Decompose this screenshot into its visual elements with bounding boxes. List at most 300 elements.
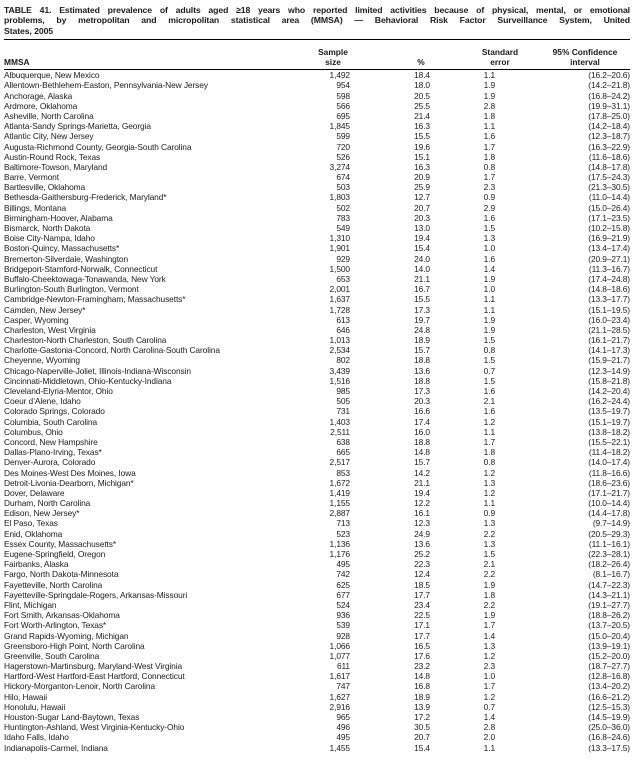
mmsa-cell: Colorado Springs, Colorado <box>4 406 105 417</box>
standard-error-cell: 2.3 <box>483 182 495 193</box>
standard-error-cell: 1.1 <box>483 742 495 753</box>
confidence-interval-cell: (14.8–18.6) <box>588 284 630 295</box>
mmsa-cell: Allentown-Bethlehem-Easton, Pennsylvania-New Jersey <box>4 80 208 91</box>
confidence-interval-cell: (20.5–29.3) <box>588 528 630 539</box>
mmsa-cell: Asheville, North Carolina <box>4 110 94 121</box>
confidence-interval-cell: (15.0–20.4) <box>588 630 630 641</box>
table-row <box>4 478 630 488</box>
sample-size-cell: 524 <box>336 599 350 610</box>
mmsa-cell: Bethesda-Gaithersburg-Frederick, Maryland* <box>4 192 167 203</box>
table-row <box>4 559 630 569</box>
percent-cell: 16.5 <box>414 640 430 651</box>
sample-size-cell: 539 <box>336 620 350 631</box>
mmsa-cell: Casper, Wyoming <box>4 314 69 325</box>
confidence-interval-cell: (11.1–16.1) <box>588 538 630 549</box>
mmsa-cell: Fargo, North Dakota-Minnesota <box>4 569 119 580</box>
confidence-interval-cell: (14.4–17.8) <box>588 508 630 519</box>
mmsa-cell: Edison, New Jersey* <box>4 508 80 519</box>
sample-size-cell: 613 <box>336 314 350 325</box>
percent-cell: 18.9 <box>414 691 430 702</box>
percent-cell: 12.4 <box>414 569 430 580</box>
table-row <box>4 508 630 518</box>
mmsa-cell: Anchorage, Alaska <box>4 90 73 101</box>
table-row <box>4 254 630 264</box>
confidence-interval-cell: (12.8–16.8) <box>588 671 630 682</box>
table-row <box>4 549 630 559</box>
mmsa-cell: Charleston, West Virginia <box>4 324 96 335</box>
standard-error-cell: 1.0 <box>483 243 495 254</box>
table-title-line-2: problems, by metropolitan and micropolitan statistical area (MMSA) — Behavioral Risk Factor Surveillance System, United <box>4 15 630 26</box>
percent-cell: 21.1 <box>414 477 430 488</box>
mmsa-cell: Detroit-Livonia-Dearborn, Michigan* <box>4 477 134 488</box>
confidence-interval-cell: (14.5–19.9) <box>588 712 630 723</box>
confidence-interval-cell: (14.0–17.4) <box>588 457 630 468</box>
standard-error-cell: 0.8 <box>483 457 495 468</box>
column-header-standard-error: Standard error <box>481 47 519 67</box>
confidence-interval-cell: (16.6–21.2) <box>588 691 630 702</box>
percent-cell: 17.7 <box>414 589 430 600</box>
mmsa-cell: Austin-Round Rock, Texas <box>4 151 101 162</box>
confidence-interval-cell: (13.4–17.4) <box>588 243 630 254</box>
mmsa-cell: Eugene-Springfield, Oregon <box>4 549 106 560</box>
confidence-interval-cell: (12.3–18.7) <box>588 131 630 142</box>
confidence-interval-cell: (21.1–28.5) <box>588 324 630 335</box>
percent-cell: 21.4 <box>414 110 430 121</box>
sample-size-cell: 523 <box>336 528 350 539</box>
sample-size-cell: 802 <box>336 355 350 366</box>
mmsa-cell: Fort Worth-Arlington, Texas* <box>4 620 107 631</box>
mmsa-cell: Albuquerque, New Mexico <box>4 70 100 81</box>
sample-size-cell: 2,511 <box>330 426 350 437</box>
standard-error-cell: 1.5 <box>483 223 495 234</box>
standard-error-cell: 1.7 <box>483 681 495 692</box>
sample-size-cell: 526 <box>336 151 350 162</box>
percent-cell: 22.3 <box>414 559 430 570</box>
standard-error-cell: 1.9 <box>483 273 495 284</box>
standard-error-cell: 2.8 <box>483 100 495 111</box>
table-row <box>4 681 630 691</box>
confidence-interval-cell: (22.3–28.1) <box>588 549 630 560</box>
confidence-interval-cell: (14.2–18.4) <box>588 121 630 132</box>
confidence-interval-cell: (9.7–14.9) <box>592 518 630 529</box>
sample-size-cell: 928 <box>336 630 350 641</box>
confidence-interval-cell: (14.8–17.8) <box>588 161 630 172</box>
standard-error-cell: 1.6 <box>483 406 495 417</box>
confidence-interval-cell: (16.9–21.9) <box>588 233 630 244</box>
mmsa-cell: Dover, Delaware <box>4 487 65 498</box>
percent-cell: 15.1 <box>414 151 430 162</box>
table-title-line-3: States, 2005 <box>4 25 54 36</box>
mmsa-cell: Columbia, South Carolina <box>4 416 98 427</box>
percent-cell: 16.7 <box>414 284 430 295</box>
sample-size-cell: 505 <box>336 396 350 407</box>
table-row <box>4 457 630 467</box>
mmsa-cell: Charlotte-Gastonia-Concord, North Carolina-South Carolina <box>4 345 220 356</box>
mmsa-cell: Greensboro-High Point, North Carolina <box>4 640 145 651</box>
sample-size-cell: 1,077 <box>329 650 350 661</box>
standard-error-cell: 1.2 <box>483 416 495 427</box>
standard-error-cell: 1.8 <box>483 447 495 458</box>
sample-size-cell: 677 <box>336 589 350 600</box>
mmsa-cell: Des Moines-West Des Moines, Iowa <box>4 467 136 478</box>
percent-cell: 16.3 <box>414 161 430 172</box>
sample-size-cell: 1,492 <box>329 70 350 81</box>
column-header-sample-size: Sample size <box>318 47 348 67</box>
table-row <box>4 498 630 508</box>
table-row <box>4 580 630 590</box>
sample-size-cell: 665 <box>336 447 350 458</box>
standard-error-cell: 2.2 <box>483 569 495 580</box>
standard-error-cell: 2.0 <box>483 732 495 743</box>
mmsa-cell: Fayetteville-Springdale-Rogers, Arkansas-Missouri <box>4 589 188 600</box>
percent-cell: 20.9 <box>414 172 430 183</box>
percent-cell: 20.7 <box>414 732 430 743</box>
sample-size-cell: 1,803 <box>329 192 350 203</box>
standard-error-cell: 1.3 <box>483 538 495 549</box>
table-row <box>4 305 630 315</box>
sample-size-cell: 566 <box>336 100 350 111</box>
sample-size-cell: 496 <box>336 722 350 733</box>
confidence-interval-cell: (10.0–14.4) <box>588 498 630 509</box>
standard-error-cell: 1.9 <box>483 610 495 621</box>
table-row <box>4 620 630 630</box>
confidence-interval-cell: (14.2–20.4) <box>588 386 630 397</box>
table-row <box>4 325 630 335</box>
standard-error-cell: 1.9 <box>483 80 495 91</box>
table-row <box>4 702 630 712</box>
sample-size-cell: 2,916 <box>329 701 350 712</box>
percent-cell: 24.9 <box>414 528 430 539</box>
confidence-interval-cell: (10.2–15.8) <box>588 223 630 234</box>
mmsa-cell: Cincinnati-Middletown, Ohio-Kentucky-Indiana <box>4 375 172 386</box>
confidence-interval-cell: (13.5–19.7) <box>588 406 630 417</box>
confidence-interval-cell: (12.5–15.3) <box>588 701 630 712</box>
percent-cell: 25.2 <box>414 549 430 560</box>
sample-size-cell: 713 <box>336 518 350 529</box>
standard-error-cell: 1.5 <box>483 549 495 560</box>
confidence-interval-cell: (16.8–24.6) <box>588 732 630 743</box>
mmsa-cell: Fayetteville, North Carolina <box>4 579 103 590</box>
standard-error-cell: 1.5 <box>483 355 495 366</box>
percent-cell: 16.0 <box>414 426 430 437</box>
table-row <box>4 600 630 610</box>
table-row <box>4 172 630 182</box>
standard-error-cell: 2.2 <box>483 599 495 610</box>
table-row <box>4 468 630 478</box>
table-row <box>4 101 630 111</box>
table-row <box>4 264 630 274</box>
confidence-interval-cell: (11.0–14.4) <box>588 192 630 203</box>
mmsa-cell: Boise City-Nampa, Idaho <box>4 233 95 244</box>
confidence-interval-cell: (16.2–20.6) <box>588 70 630 81</box>
mmsa-cell: Hagerstown-Martinsburg, Maryland-West Virginia <box>4 661 183 672</box>
confidence-interval-cell: (16.0–23.4) <box>588 314 630 325</box>
prevalence-data-table <box>4 70 630 753</box>
sample-size-cell: 695 <box>336 110 350 121</box>
table-row <box>4 80 630 90</box>
table-row <box>4 641 630 651</box>
standard-error-cell: 1.3 <box>483 640 495 651</box>
standard-error-cell: 1.6 <box>483 253 495 264</box>
sample-size-cell: 2,001 <box>329 284 350 295</box>
mmsa-cell: Buffalo-Cheektowaga-Tonawanda, New York <box>4 273 166 284</box>
table-row <box>4 243 630 253</box>
confidence-interval-cell: (16.8–24.2) <box>588 90 630 101</box>
sample-size-cell: 625 <box>336 579 350 590</box>
standard-error-cell: 1.2 <box>483 650 495 661</box>
table-row <box>4 213 630 223</box>
standard-error-cell: 1.6 <box>483 386 495 397</box>
mmsa-cell: Baltimore-Towson, Maryland <box>4 161 108 172</box>
confidence-interval-cell: (14.7–22.3) <box>588 579 630 590</box>
table-row <box>4 70 630 80</box>
confidence-interval-cell: (18.6–23.6) <box>588 477 630 488</box>
mmsa-cell: Ardmore, Oklahoma <box>4 100 78 111</box>
sample-size-cell: 495 <box>336 732 350 743</box>
table-row <box>4 203 630 213</box>
percent-cell: 17.7 <box>414 630 430 641</box>
sample-size-cell: 2,534 <box>329 345 350 356</box>
confidence-interval-cell: (15.0–26.4) <box>588 202 630 213</box>
mmsa-cell: Billings, Montana <box>4 202 67 213</box>
standard-error-cell: 1.6 <box>483 131 495 142</box>
table-row <box>4 274 630 284</box>
standard-error-cell: 0.9 <box>483 508 495 519</box>
table-row <box>4 610 630 620</box>
sample-size-cell: 503 <box>336 182 350 193</box>
confidence-interval-cell: (8.1–16.7) <box>592 569 630 580</box>
table-row <box>4 111 630 121</box>
table-row <box>4 406 630 416</box>
percent-cell: 14.8 <box>414 671 430 682</box>
percent-cell: 15.5 <box>414 131 430 142</box>
table-row <box>4 539 630 549</box>
table-row <box>4 692 630 702</box>
standard-error-cell: 1.4 <box>483 712 495 723</box>
sample-size-cell: 1,500 <box>329 263 350 274</box>
standard-error-cell: 1.1 <box>483 121 495 132</box>
standard-error-cell: 1.2 <box>483 487 495 498</box>
mmsa-cell: Columbus, Ohio <box>4 426 63 437</box>
standard-error-cell: 1.9 <box>483 90 495 101</box>
sample-size-cell: 599 <box>336 131 350 142</box>
confidence-interval-cell: (18.8–26.2) <box>588 610 630 621</box>
mmsa-cell: Bartlesville, Oklahoma <box>4 182 86 193</box>
sample-size-cell: 954 <box>336 80 350 91</box>
standard-error-cell: 1.4 <box>483 630 495 641</box>
confidence-interval-cell: (13.3–17.5) <box>588 742 630 753</box>
percent-cell: 12.3 <box>414 518 430 529</box>
table-row <box>4 192 630 202</box>
confidence-interval-cell: (14.3–21.1) <box>588 589 630 600</box>
percent-cell: 16.6 <box>414 406 430 417</box>
mmsa-cell: Camden, New Jersey* <box>4 304 86 315</box>
mmsa-cell: Boston-Quincy, Massachusetts* <box>4 243 120 254</box>
mmsa-cell: Flint, Michigan <box>4 599 57 610</box>
mmsa-cell: Bridgeport-Stamford-Norwalk, Connecticut <box>4 263 158 274</box>
percent-cell: 25.9 <box>414 182 430 193</box>
sample-size-cell: 1,617 <box>329 671 350 682</box>
sample-size-cell: 1,155 <box>329 498 350 509</box>
mmsa-cell: Denver-Aurora, Colorado <box>4 457 96 468</box>
mmsa-cell: Fairbanks, Alaska <box>4 559 69 570</box>
table-row <box>4 529 630 539</box>
sample-size-cell: 2,517 <box>329 457 350 468</box>
standard-error-cell: 2.1 <box>483 559 495 570</box>
standard-error-cell: 1.9 <box>483 314 495 325</box>
sample-size-cell: 965 <box>336 712 350 723</box>
standard-error-cell: 1.7 <box>483 620 495 631</box>
confidence-interval-cell: (14.2–21.8) <box>588 80 630 91</box>
sample-size-cell: 611 <box>336 661 350 672</box>
mmsa-cell: Dallas-Plano-Irving, Texas* <box>4 447 102 458</box>
sample-size-cell: 853 <box>336 467 350 478</box>
percent-cell: 19.4 <box>414 487 430 498</box>
percent-cell: 30.5 <box>414 722 430 733</box>
column-header-mmsa: MMSA <box>4 56 30 67</box>
confidence-interval-cell: (16.1–21.7) <box>588 335 630 346</box>
standard-error-cell: 1.7 <box>483 141 495 152</box>
table-row <box>4 743 630 753</box>
mmsa-cell: Houston-Sugar Land-Baytown, Texas <box>4 712 140 723</box>
mmsa-cell: Cheyenne, Wyoming <box>4 355 80 366</box>
percent-cell: 18.8 <box>414 436 430 447</box>
sample-size-cell: 1,627 <box>329 691 350 702</box>
mmsa-cell: Greenville, South Carolina <box>4 650 100 661</box>
standard-error-cell: 1.2 <box>483 691 495 702</box>
percent-cell: 16.3 <box>414 121 430 132</box>
percent-cell: 20.7 <box>414 202 430 213</box>
standard-error-cell: 1.6 <box>483 212 495 223</box>
table-row <box>4 91 630 101</box>
confidence-interval-cell: (11.3–16.7) <box>588 263 630 274</box>
confidence-interval-cell: (15.5–22.1) <box>588 436 630 447</box>
mmsa-cell: Durham, North Carolina <box>4 498 91 509</box>
table-row <box>4 162 630 172</box>
column-header-percent: % <box>417 56 425 67</box>
table-row <box>4 121 630 131</box>
table-body <box>4 70 630 753</box>
percent-cell: 25.5 <box>414 100 430 111</box>
table-row <box>4 590 630 600</box>
sample-size-cell: 646 <box>336 324 350 335</box>
percent-cell: 18.0 <box>414 80 430 91</box>
percent-cell: 21.1 <box>414 273 430 284</box>
percent-cell: 17.3 <box>414 386 430 397</box>
percent-cell: 17.3 <box>414 304 430 315</box>
mmsa-cell: Huntington-Ashland, West Virginia-Kentucky-Ohio <box>4 722 185 733</box>
percent-cell: 17.2 <box>414 712 430 723</box>
percent-cell: 13.6 <box>414 365 430 376</box>
standard-error-cell: 1.0 <box>483 284 495 295</box>
percent-cell: 19.4 <box>414 233 430 244</box>
standard-error-cell: 1.1 <box>483 426 495 437</box>
standard-error-cell: 1.8 <box>483 110 495 121</box>
table-row <box>4 671 630 681</box>
percent-cell: 24.8 <box>414 324 430 335</box>
confidence-interval-cell: (15.9–21.7) <box>588 355 630 366</box>
sample-size-cell: 638 <box>336 436 350 447</box>
confidence-interval-cell: (13.4–20.2) <box>588 681 630 692</box>
percent-cell: 14.8 <box>414 447 430 458</box>
sample-size-cell: 1,845 <box>329 121 350 132</box>
standard-error-cell: 0.9 <box>483 192 495 203</box>
mmsa-cell: Essex County, Massachusetts* <box>4 538 117 549</box>
mmsa-cell: Bismarck, North Dakota <box>4 223 91 234</box>
sample-size-cell: 985 <box>336 386 350 397</box>
table-row <box>4 396 630 406</box>
table-row <box>4 294 630 304</box>
table-title <box>4 5 630 36</box>
table-row <box>4 427 630 437</box>
confidence-interval-cell: (16.3–22.9) <box>588 141 630 152</box>
mmsa-cell: Coeur d’Alene, Idaho <box>4 396 81 407</box>
sample-size-cell: 598 <box>336 90 350 101</box>
table-row <box>4 712 630 722</box>
standard-error-cell: 0.8 <box>483 161 495 172</box>
confidence-interval-cell: (15.1–19.5) <box>588 304 630 315</box>
mmsa-cell: Charleston-North Charleston, South Carolina <box>4 335 167 346</box>
table-row <box>4 233 630 243</box>
sample-size-cell: 1,419 <box>329 487 350 498</box>
standard-error-cell: 2.9 <box>483 202 495 213</box>
confidence-interval-cell: (11.6–18.6) <box>588 151 630 162</box>
percent-cell: 16.8 <box>414 681 430 692</box>
mmsa-cell: Bremerton-Silverdale, Washington <box>4 253 129 264</box>
percent-cell: 17.6 <box>414 650 430 661</box>
sample-size-cell: 1,066 <box>329 640 350 651</box>
mmsa-cell: Grand Rapids-Wyoming, Michigan <box>4 630 129 641</box>
mmsa-cell: Enid, Oklahoma <box>4 528 63 539</box>
standard-error-cell: 1.5 <box>483 375 495 386</box>
table-row <box>4 335 630 345</box>
confidence-interval-cell: (16.2–24.4) <box>588 396 630 407</box>
table-row <box>4 142 630 152</box>
table-row <box>4 315 630 325</box>
sample-size-cell: 1,455 <box>329 742 350 753</box>
standard-error-cell: 0.7 <box>483 701 495 712</box>
percent-cell: 19.7 <box>414 314 430 325</box>
mmsa-cell: Chicago-Naperville-Joliet, Illinois-Indiana-Wisconsin <box>4 365 191 376</box>
sample-size-cell: 502 <box>336 202 350 213</box>
confidence-interval-cell: (17.8–25.0) <box>588 110 630 121</box>
percent-cell: 24.0 <box>414 253 430 264</box>
percent-cell: 16.1 <box>414 508 430 519</box>
standard-error-cell: 1.3 <box>483 477 495 488</box>
mmsa-cell: Birmingham-Hoover, Alabama <box>4 212 113 223</box>
table-row <box>4 366 630 376</box>
percent-cell: 17.4 <box>414 416 430 427</box>
standard-error-cell: 1.8 <box>483 151 495 162</box>
table-row <box>4 376 630 386</box>
table-row <box>4 569 630 579</box>
confidence-interval-cell: (19.1–27.7) <box>588 599 630 610</box>
standard-error-cell: 1.0 <box>483 671 495 682</box>
sample-size-cell: 3,439 <box>329 365 350 376</box>
confidence-interval-cell: (18.7–27.7) <box>588 661 630 672</box>
standard-error-cell: 1.9 <box>483 579 495 590</box>
mmsa-cell: Concord, New Hampshire <box>4 436 98 447</box>
table-row <box>4 488 630 498</box>
percent-cell: 13.9 <box>414 701 430 712</box>
table-row <box>4 722 630 732</box>
sample-size-cell: 1,136 <box>329 538 350 549</box>
percent-cell: 18.5 <box>414 579 430 590</box>
sample-size-cell: 1,013 <box>329 335 350 346</box>
percent-cell: 20.3 <box>414 212 430 223</box>
confidence-interval-cell: (17.5–24.3) <box>588 172 630 183</box>
confidence-interval-cell: (17.4–24.8) <box>588 273 630 284</box>
